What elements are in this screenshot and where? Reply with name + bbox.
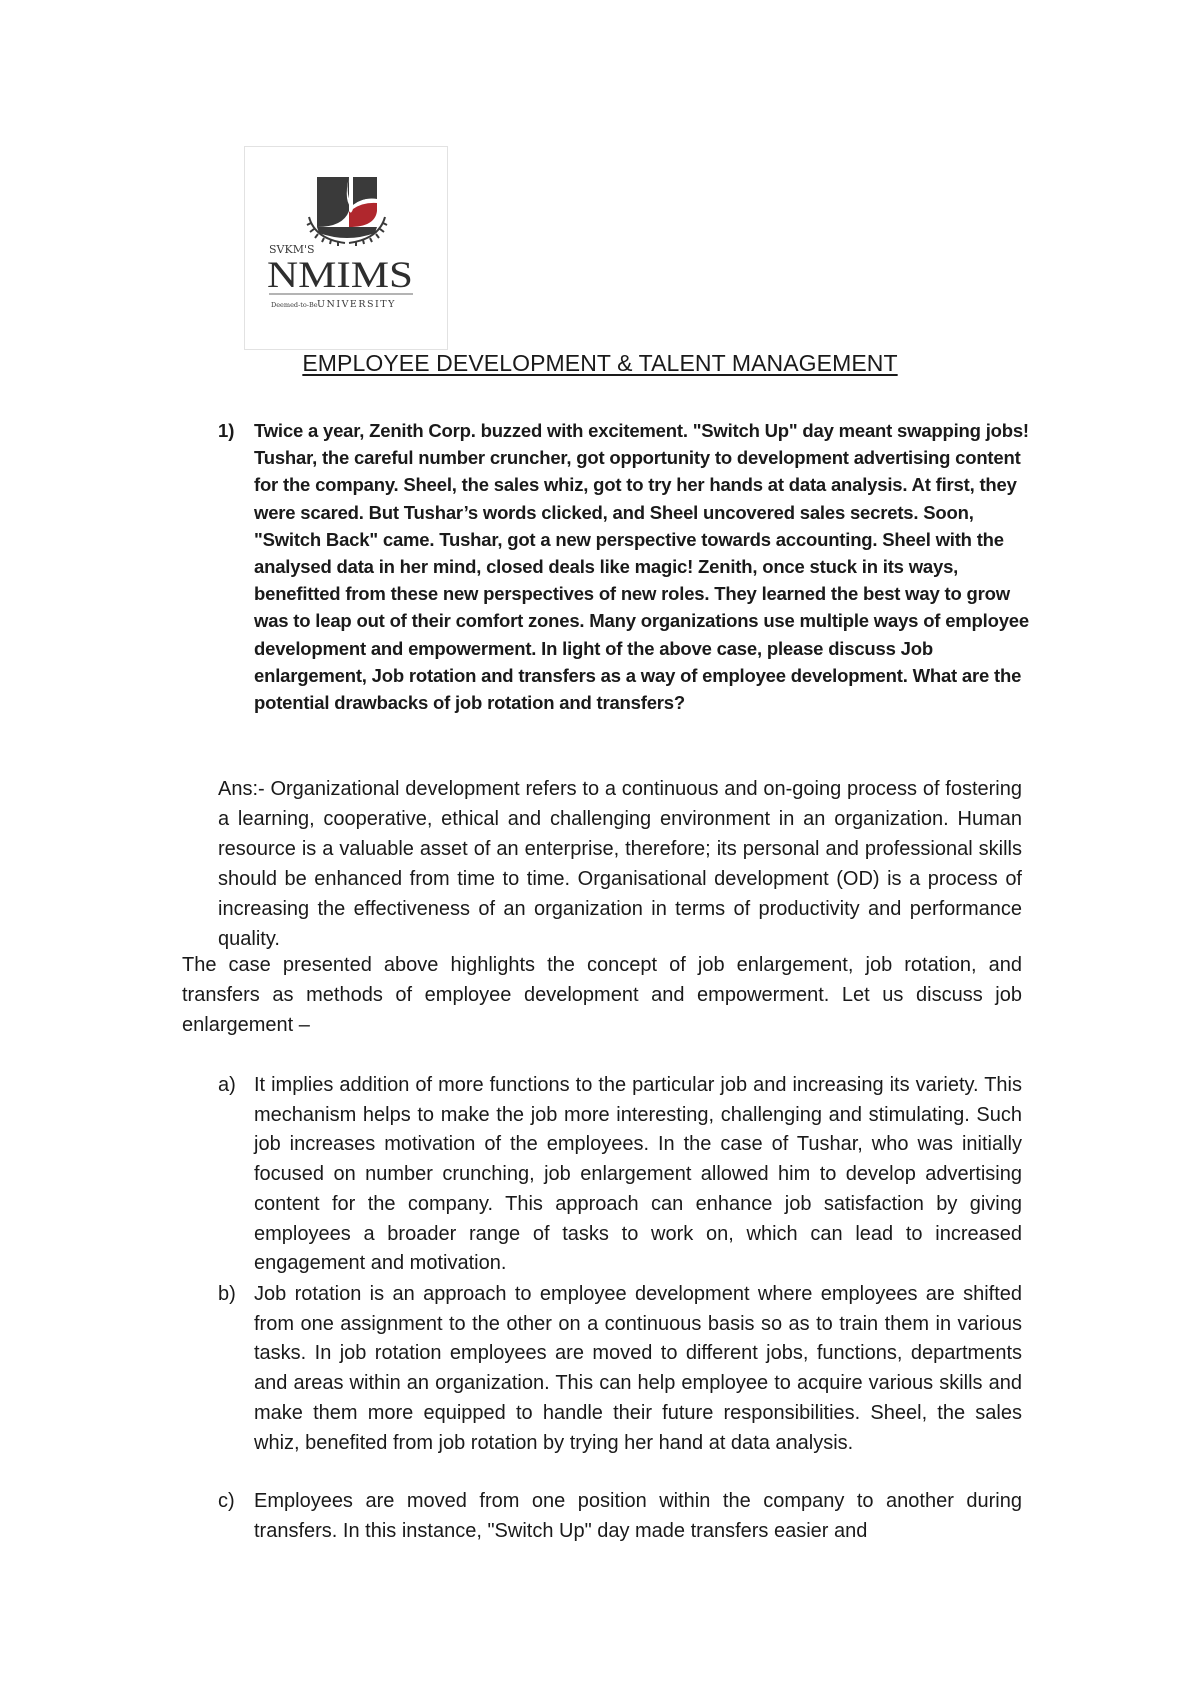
list-marker: b) xyxy=(218,1283,236,1305)
intro-paragraph: The case presented above highlights the concept of job enlargement, job rotation, and transfers as methods of employee development and empowerment. Let us discuss job enlargement – xyxy=(182,954,1022,1036)
list-item-text: It implies addition of more functions to the particular job and increasing its variety. This mechanism helps to make the job more interesting, challenging and stimulating. Such job increases motivation of the employees. In the case of Tushar, who was initially focused on number crunching, job enlargement allowed him to develop advertising content for the company. This approach can enhance job satisfaction by giving employees a broader range of tasks to work on, which can lead to increased engagement and motivation. xyxy=(254,1074,1022,1275)
document-title: EMPLOYEE DEVELOPMENT & TALENT MANAGEMENT xyxy=(302,350,898,376)
logo-tagline-large: UNIVERSITY xyxy=(317,299,396,310)
nmims-logo xyxy=(244,146,448,350)
logo-name: NMIMS xyxy=(267,255,413,296)
list-marker: c) xyxy=(218,1490,235,1512)
university-crest-icon xyxy=(245,147,447,349)
list-item-text: Job rotation is an approach to employee development where employees are shifted from one assignment to the other on a continuous basis so as to train them in various tasks. In job rotation employees are moved to different jobs, functions, departments and areas within an organization. This can help employee to acquire various skills and make them more equipped to handle their future responsibilities. Sheel, the sales whiz, benefited from job rotation by trying her hand at data analysis. xyxy=(254,1283,1022,1454)
logo-prefix: SVKM'S xyxy=(269,243,315,256)
answer-paragraph: Ans:- Organizational development refers to a continuous and on-going process of fostering a learning, cooperative, ethical and challenging environment in an organization. Human resource is a valuable asset of an enterprise, therefore; its personal and professional skills should be enhanced from time to time. Organisational development (OD) is a process of increasing the effectiveness of an organization in terms of productivity and performance quality. xyxy=(218,778,1022,950)
question-text: Twice a year, Zenith Corp. buzzed with excitement. "Switch Up" day meant swapping jobs! Tushar, the careful number cruncher, got opportunity to development advertising content for the company. Sheel, the sales whiz, got to try her hands at data analysis. At first, they were scared. But Tushar’s words clicked, and Sheel uncovered sales secrets. Soon, "Switch Back" came. Tushar, got a new perspective towards accounting. Sheel with the analysed data in her mind, closed deals like magic! Zenith, once stuck in its ways, benefitted from these new perspectives of new roles. They learned the best way to grow was to leap out of their comfort zones. Many organizations use multiple ways of employee development and empowerment. In light of the above case, please discuss Job enlargement, Job rotation and transfers as a way of employee development. What are the potential drawbacks of job rotation and transfers? xyxy=(254,420,1029,714)
list-item-text: Employees are moved from one position within the company to another during transfers. In this instance, "Switch Up" day made transfers easier and xyxy=(254,1490,1022,1542)
question-number: 1) xyxy=(218,420,235,441)
list-marker: a) xyxy=(218,1074,236,1096)
logo-tagline-small: Deemed-to-Be xyxy=(271,301,318,309)
